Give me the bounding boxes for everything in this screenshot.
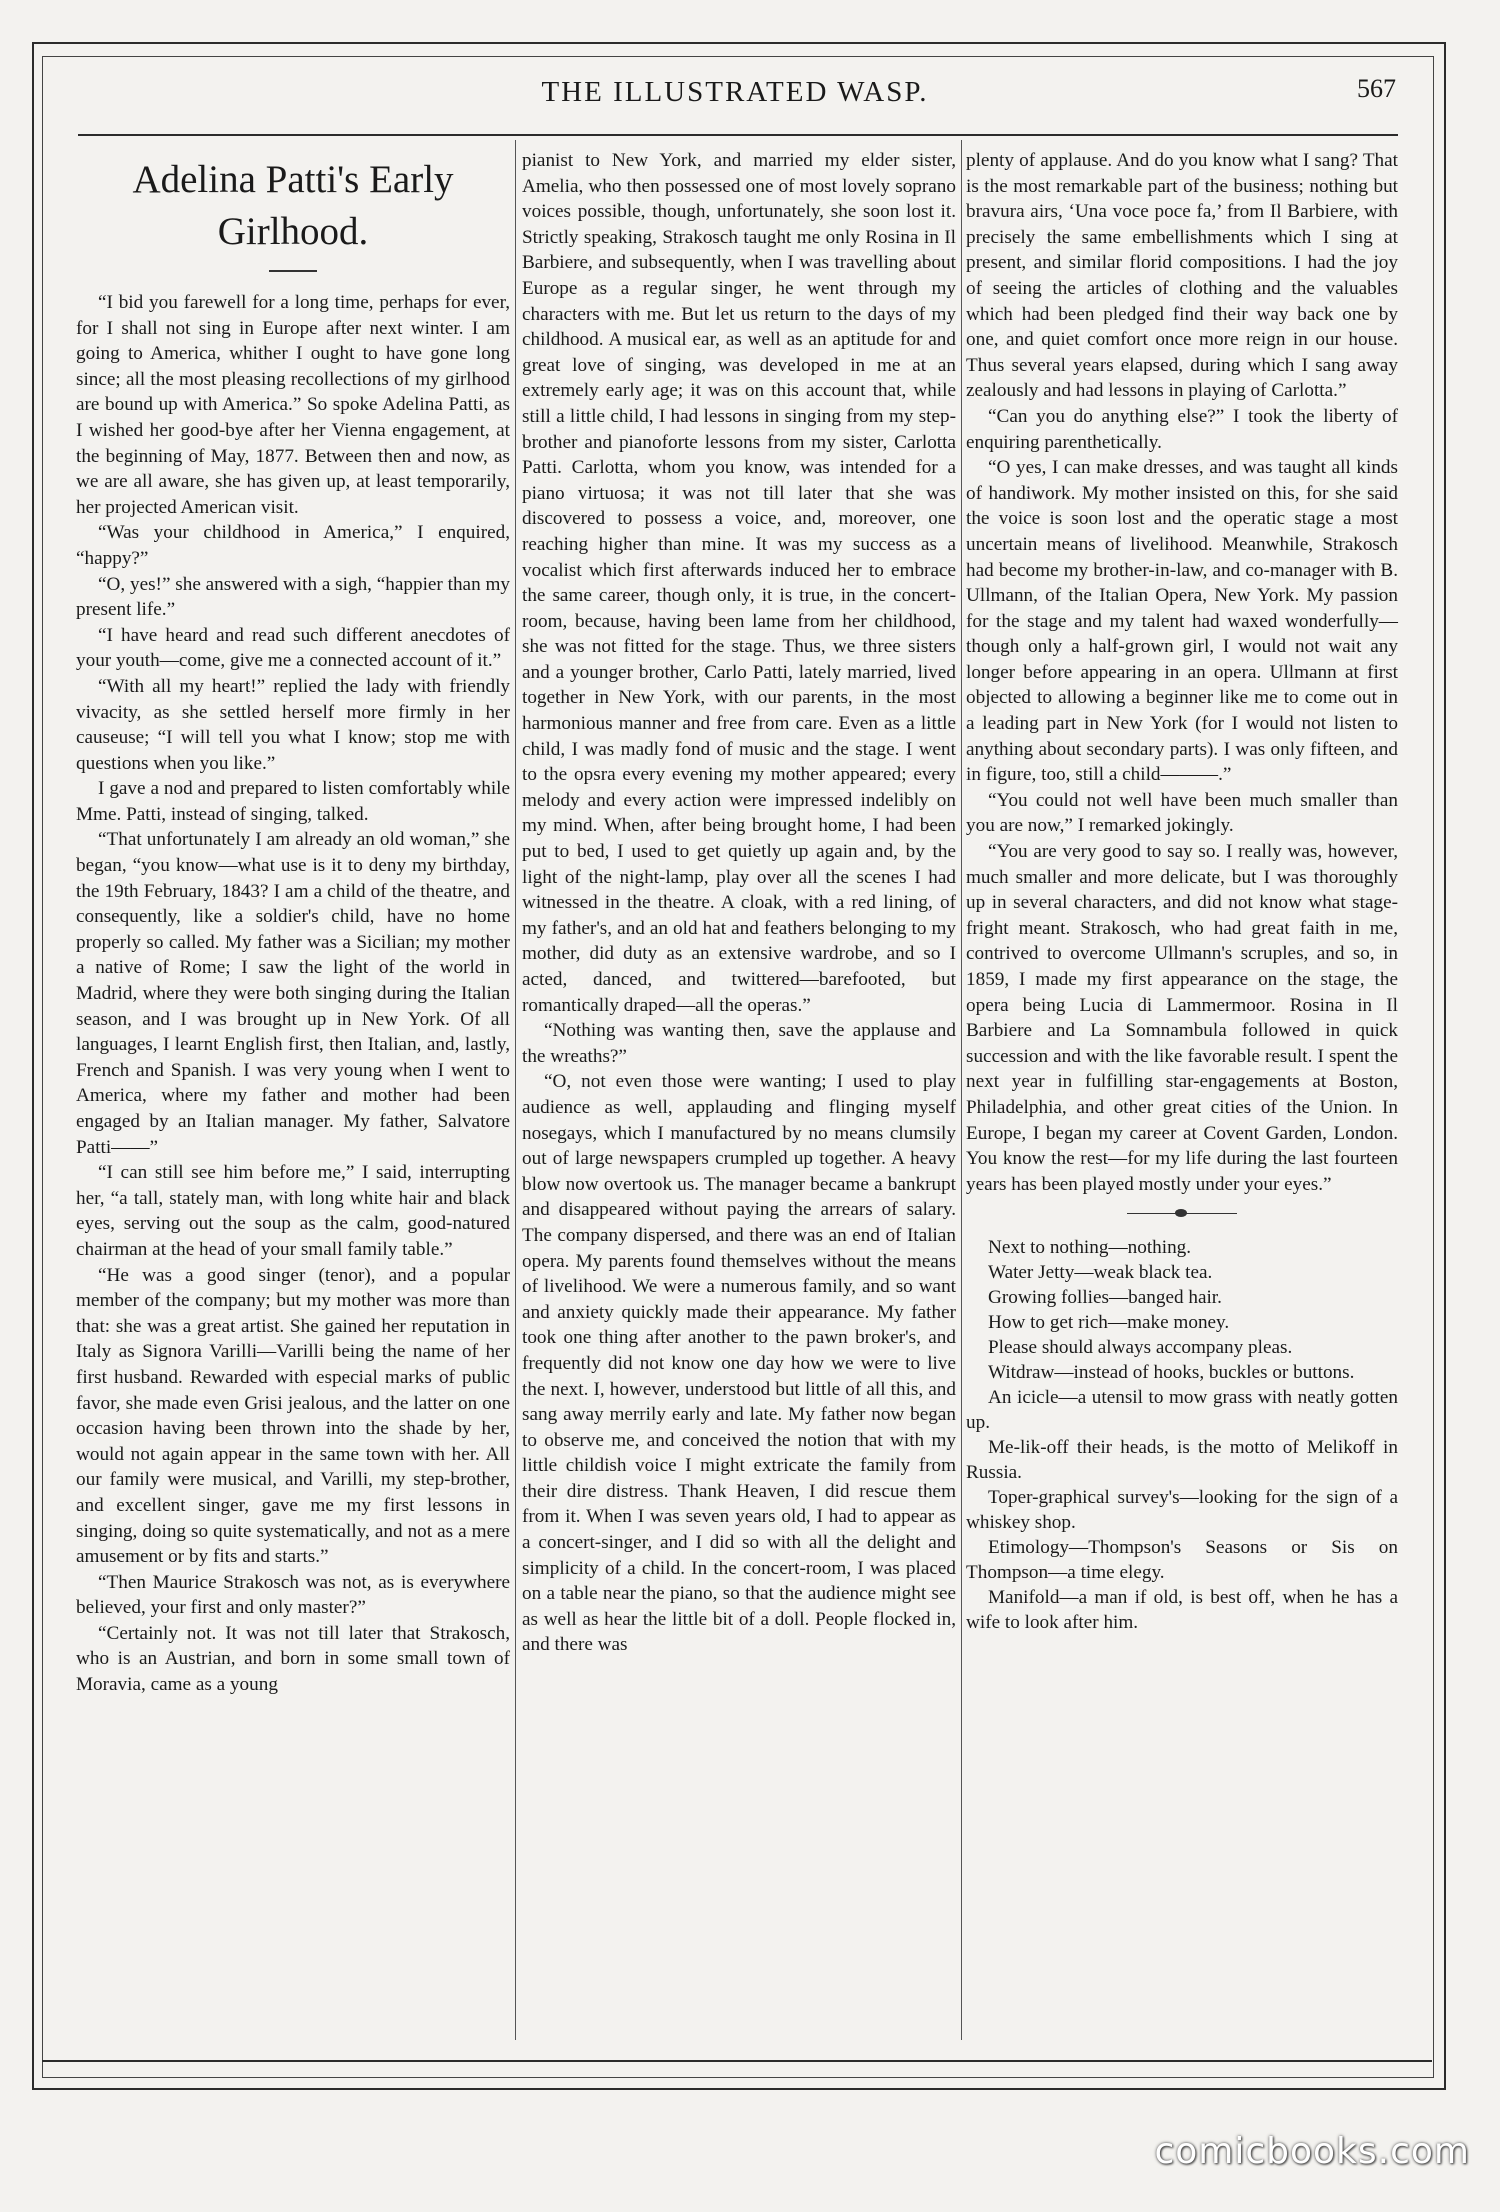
paragraph: “He was a good singer (tenor), and a popular member of the company; but my mother was more than that: she was a great artist. She gained her reputation in Italy as Signora Varilli—Varilli being the name of her first husband. Rewarded with especial marks of public favor, she made even Grisi jealous, and the latter on one occasion having been thrown into the shade by her, would not again appear in the same town with her. All our family were musical, and Varilli, my step-brother, and excellent singer, gave me my first lessons in singing, doing so quite systematically, and not as a mere amusement or by fits and starts.” [76, 1264, 510, 1568]
paragraph: I gave a nod and prepared to listen comfortably while Mme. Patti, instead of singing, talked. [76, 778, 510, 825]
title-rule [269, 270, 317, 272]
page-number: 567 [1357, 74, 1396, 103]
joke-item: An icicle—a utensil to mow grass with neatly gotten up. [966, 1387, 1398, 1434]
paragraph: “Can you do anything else?” I took the liberty of enquiring parenthetically. [966, 405, 1398, 453]
joke-item: Growing follies—banged hair. [988, 1287, 1222, 1309]
column-2 [522, 148, 956, 1658]
joke-item: Witdraw—instead of hooks, buckles or buttons. [988, 1362, 1355, 1384]
joke-item: Manifold—a man if old, is best off, when he has a wife to look after him. [966, 1587, 1398, 1634]
joke-item: Etimology—Thompson's Seasons or Sis on Thompson—a time elegy. [966, 1537, 1398, 1584]
paragraph: “You are very good to say so. I really was, however, much smaller and more delicate, but I was thoroughly up in several characters, and did not know what stage-fright meant. Strakosch, who had great faith in me, contrived to overcome Ullmann's scruples, and so, in 1859, I made my first appearance on the stage, the opera being Lucia di Lammermoor. Rosina in Il Barbiere and La Somnambula followed in quick succession and with the like favorable result. I spent the next year in fulfilling star-engagements at Boston, Philadelphia, and other great cities of the Union. In Europe, I began my career at Covent Garden, London. You know the rest—for my life during the last fourteen years has been played mostly under your eyes.” [966, 841, 1398, 1195]
header-rule [78, 134, 1398, 136]
section-ornament [1127, 1209, 1237, 1219]
joke-item: How to get rich—make money. [988, 1312, 1230, 1334]
paragraph: “I have heard and read such different anecdotes of your youth—come, give me a connected account of it.” [76, 624, 510, 672]
column-divider [961, 140, 962, 2040]
column-3-text [966, 148, 1398, 1197]
paragraph: “With all my heart!” replied the lady with friendly vivacity, as she settled herself more firmly in her causeuse; “I will tell you what I know; stop me with questions when you like.” [76, 675, 510, 774]
footer-rule [42, 2060, 1432, 2062]
joke-item: Next to nothing—nothing. [988, 1237, 1192, 1259]
paragraph: “I bid you farewell for a long time, perhaps for ever, for I shall not sing in Europe after next winter. I am going to America, whither I ought to have gone long since; all the most pleasing recollections of my girlhood are bound up with America.” So spoke Adelina Patti, as I wished her good-bye after her Vienna engagement, at the beginning of May, 1877. Between then and now, as we are all aware, she has given up, at least temporarily, her projected American visit. [76, 292, 510, 518]
paragraph: “O, not even those were wanting; I used to play audience as well, applauding and flinging myself nosegays, which I manufactured by no means clumsily out of large newspapers crumpled up together. A heavy blow now overtook us. The manager became a bankrupt and disappeared without paying the arrears of salary. The company dispersed, and there was an end of Italian opera. My parents found themselves without the means of livelihood. We were a numerous family, and so want and anxiety quickly made their appearance. My father took one thing after another to the pawn broker's, and frequently did not know one day how we were to live the next. I, however, understood but little of all this, and sang away merrily early and late. My father now began to observe me, and conceived the notion that with my little childish voice I might extricate the family from their dire distress. Thank Heaven, I did rescue them from it. When I was seven years old, I had to appear as a concert-singer, and I did so with all the delight and simplicity of a child. In the concert-room, I was placed on a table near the piano, so that the audience might see as well as hear the little bit of a doll. People flocked in, and there was [522, 1071, 956, 1656]
column-1 [76, 146, 510, 1698]
paragraph: “Certainly not. It was not till later that Strakosch, who is an Austrian, and born in some small town of Moravia, came as a young [76, 1622, 510, 1696]
column-2-text [522, 148, 956, 1658]
paragraph: plenty of applause. And do you know what I sang? That is the most remarkable part of the business; nothing but bravura airs, ‘Una voce poce fa,’ from Il Barbiere, with precisely the same embellishments which I sing at present, and similar florid compositions. I had the joy of seeing the articles of clothing and the valuables which had been pledged find their way back one by one, and quiet comfort once more reign in our house. Thus several years elapsed, during which I sang away zealously and had lessons in playing of Carlotta.” [966, 150, 1398, 402]
paragraph: pianist to New York, and married my elder sister, Amelia, who then possessed one of most lovely soprano voices possible, though, unfortunately, she soon lost it. Strictly speaking, Strakosch taught me only Rosina in Il Barbiere, and subsequently, when I was travelling about Europe as a regular singer, he went through my characters with me. But let us return to the days of my childhood. A musical ear, as well as an aptitude for and great love of singing, was developed in me at an extremely early age; it was on this account that, while still a little child, I had lessons in singing from my step-brother and pianoforte lessons from my sister, Carlotta Patti. Carlotta, whom you know, was intended for a piano virtuosa; it was not till later that she was discovered to possess a voice, and, moreover, one reaching higher than mine. It was my success as a vocalist which first afterwards induced her to embrace the same career, though only, it is true, in the concert-room, because, having been lame from her childhood, she was not fitted for the stage. Thus, we three sisters and a younger brother, Carlo Patti, lately married, lived together in New York, with our parents, in the most harmonious manner and free from care. Even as a little child, I was madly fond of music and the stage. I went to the opsra every evening my mother appeared; every melody and every action were impressed indelibly on my mind. When, after being brought home, I had been put to bed, I used to get quietly up again and, by the light of the night-lamp, play over all the scenes I had witnessed in the theatre. A cloak, with a red lining, of my father's, and an old hat and feathers belonging to my mother, did duty as an extensive wardrobe, and so I acted, danced, and twittered—barefooted, but romantically draped—all the operas.” [522, 150, 956, 1016]
watermark: comicbooks.com [1154, 2131, 1470, 2172]
paragraph: “Was your childhood in America,” I enquired, “happy?” [76, 522, 510, 569]
joke-item: Water Jetty—weak black tea. [988, 1262, 1213, 1284]
paragraph: “O, yes!” she answered with a sigh, “happier than my present life.” [76, 573, 510, 621]
paragraph: “Nothing was wanting then, save the applause and the wreaths?” [522, 1020, 956, 1067]
jokes-list [966, 1235, 1398, 1635]
page-header [60, 72, 1410, 118]
column-divider [515, 140, 516, 2040]
column-1-text [76, 290, 510, 1698]
joke-item: Please should always accompany pleas. [988, 1337, 1293, 1359]
paragraph: “You could not well have been much smaller than you are now,” I remarked jokingly. [966, 789, 1398, 837]
paragraph: “I can still see him before me,” I said, interrupting her, “a tall, stately man, with long white hair and black eyes, serving out the soup as the calm, good-natured chairman at the head of your small family table.” [76, 1162, 510, 1260]
article-title: Adelina Patti's Early Girlhood. [132, 158, 454, 253]
paragraph: “O yes, I can make dresses, and was taught all kinds of handiwork. My mother insisted on this, for she said the voice is soon lost and the operatic stage a most uncertain means of livelihood. Meanwhile, Strakosch had become my brother-in-law, and co-manager with B. Ullmann, of the Italian Opera, New York. My passion for the stage and my talent had waxed wonderfully—though only a half-grown girl, I would not wait any longer before appearing in an opera. Ullmann at first objected to allowing a beginner like me to come out in a leading part in New York (for I would not listen to anything about secondary parts). I was only fifteen, and in figure, too, still a child———.” [966, 457, 1398, 786]
column-3 [966, 148, 1398, 1635]
joke-item: Me-lik-off their heads, is the motto of Melikoff in Russia. [966, 1437, 1398, 1484]
joke-item: Toper-graphical survey's—looking for the sign of a whiskey shop. [966, 1487, 1398, 1534]
paragraph: “Then Maurice Strakosch was not, as is everywhere believed, your first and only master?” [76, 1571, 510, 1619]
magazine-title: THE ILLUSTRATED WASP. [541, 76, 929, 108]
paragraph: “That unfortunately I am already an old woman,” she began, “you know—what use is it to deny my birthday, the 19th February, 1843? I am a child of the theatre, and consequently, like a soldier's child, have no home properly so called. My father was a Sicilian; my mother a native of Rome; I saw the light of the world in Madrid, where they were both singing during the Italian season, and I was brought up in New York. Of all languages, I learnt English first, then Italian, and, lastly, French and Spanish. I was very young when I went to America, where my father and mother had been engaged by an Italian manager. My father, Salvatore Patti——” [76, 829, 510, 1158]
